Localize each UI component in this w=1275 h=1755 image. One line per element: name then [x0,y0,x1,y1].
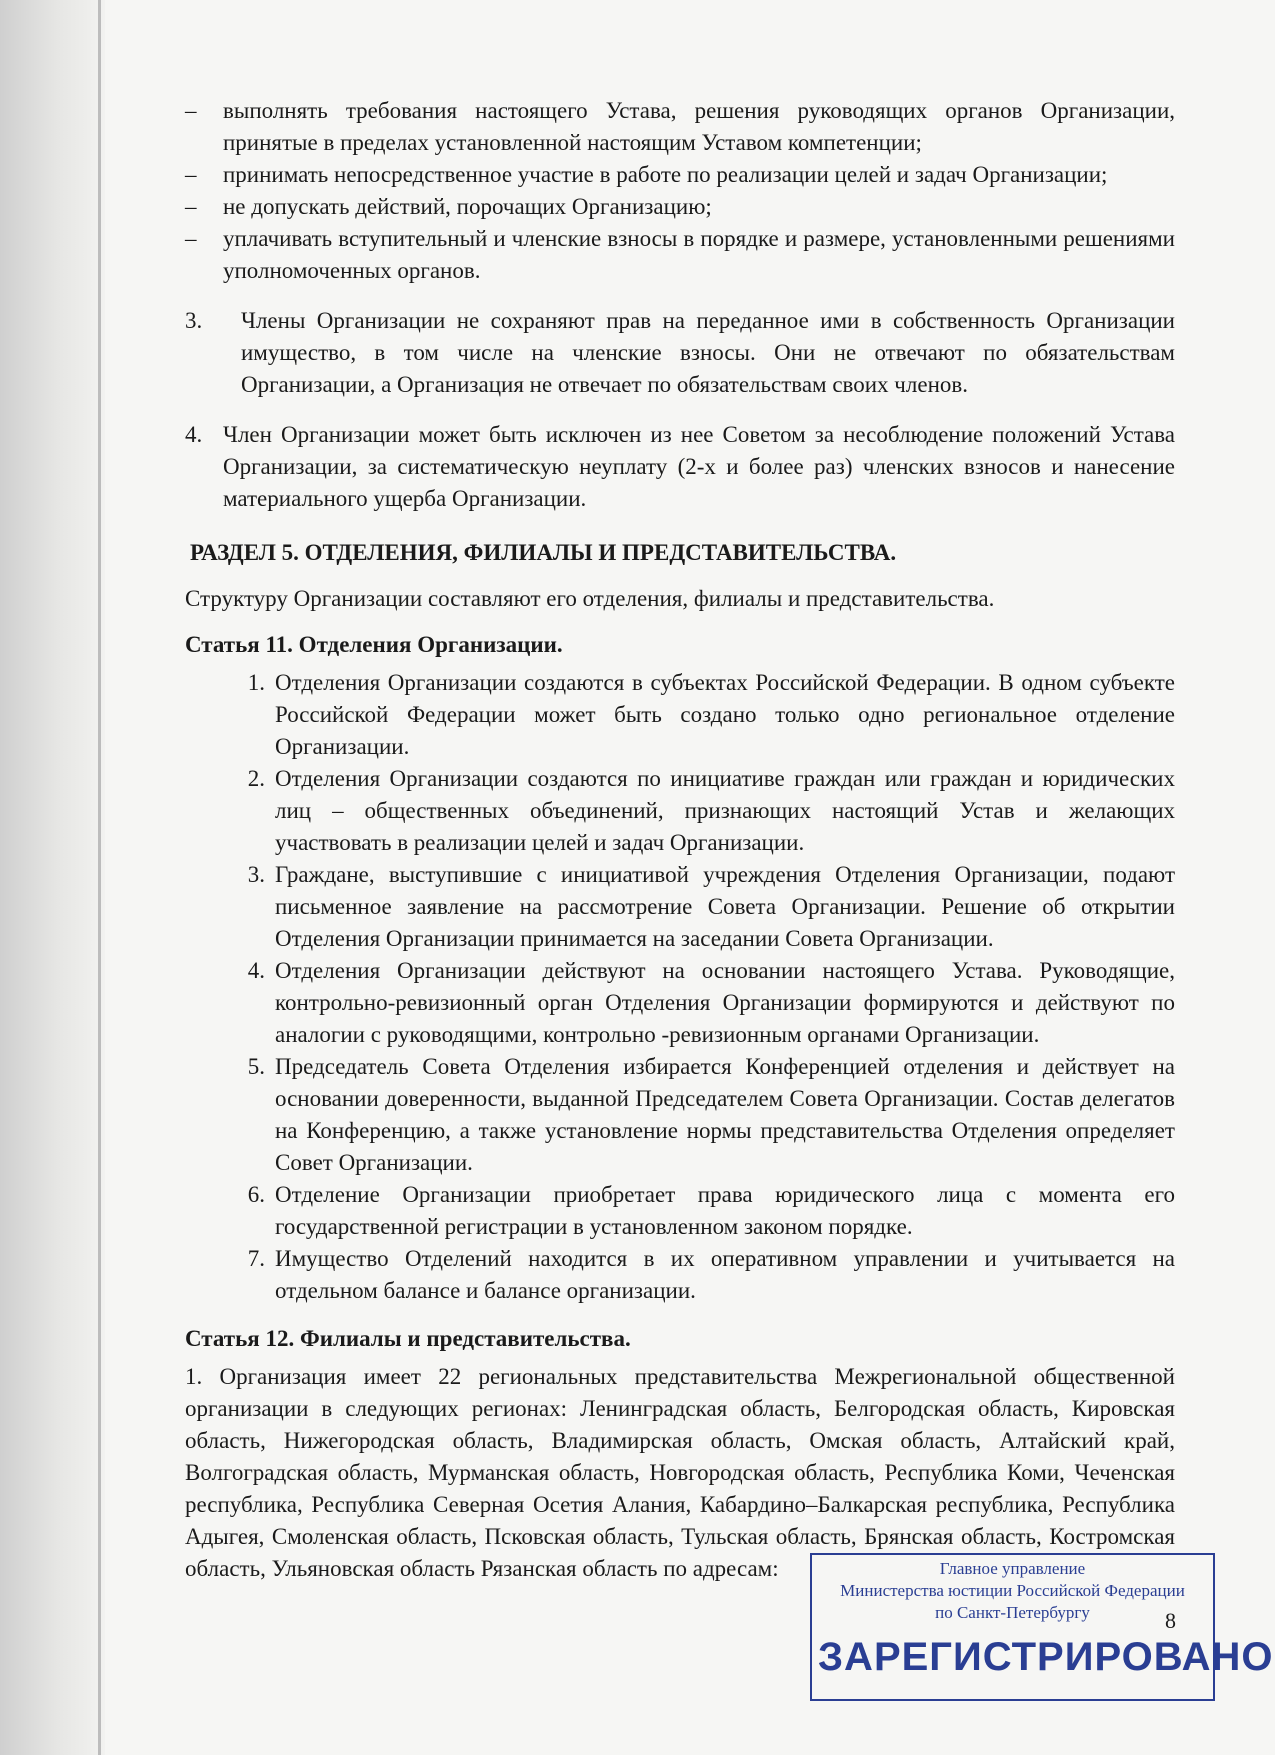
registration-stamp [810,1553,1274,1701]
article-11-list [185,667,1175,1307]
bullet-item: – уплачивать вступительный и членские взносы в порядке и размере, установленными решениями уполномоченных органов. [185,226,1175,283]
numbered-item-4: 4. Член Организации может быть исключен из нее Советом за несоблюдение положений Устава Организации, за систематическую неуплату (2-х и более раз) членских взносов и нанесение материального ущерба Организации. [185,422,1175,511]
stamp-line-2: Министерства юстиции Российской Федерации [840,1581,1185,1600]
list-item: 1. Отделения Организации создаются в субъектах Российской Федерации. В одном субъекте Российской Федерации может быть создано только одно региональное отделение Организации. [247,670,1175,759]
list-item: 4. Отделения Организации действуют на основании настоящего Устава. Руководящие, контрольно-ревизионный орган Отделения Организации формируются и действуют по аналогии с руководящими, контрольно -ревизионным органами Организации. [247,958,1175,1047]
list-item: 6. Отделение Организации приобретает права юридического лица с момента его государственной регистрации в установленном законом порядке. [247,1182,1175,1239]
article-11-title: Статья 11. Отделения Организации. [185,632,563,657]
binding-shadow [0,0,105,1755]
article-12-text: 1. Организация имеет 22 региональных представительства Межрегиональной общественной организации в следующих регионах: Ленинградская область, Белгородская область, Кировская область, Нижегородская область, Владимирская область, Омская область, Алтайский край, Волгоградская область, Мурманская область, Новгородская область, Республика Коми, Чеченская республика, Республика Северная Осетия Алания, Кабардино–Балкарская республика, Республика Адыгея, Смоленская область, Псковская область, Тульская область, Брянская область, Костромская область, Ульяновская область Рязанская область по адресам: [185,1364,1175,1581]
list-item: 3. Граждане, выступившие с инициативой учреждения Отделения Организации, подают письменное заявление на рассмотрение Совета Организации. Решение об открытии Отделения Организации принимается на заседании Совета Организации. [247,862,1175,951]
stamp-line-3: по Санкт-Петербургу [935,1603,1090,1622]
section-intro: Структуру Организации составляют его отделения, филиалы и представительства. [185,586,995,611]
bullet-item: – принимать непосредственное участие в работе по реализации целей и задач Организации; [185,162,1108,187]
bullet-item: – выполнять требования настоящего Устава, решения руководящих органов Организации, принятые в пределах установленной настоящим Уставом компетенции; [185,98,1175,155]
numbered-item-3: 3. Члены Организации не сохраняют прав на переданное ими в собственность Организации имущество, в том числе на членские взносы. Они не отвечают по обязательствам Организации, а Организация не отвечает по обязательствам своих членов. [185,308,1175,397]
article-12-title: Статья 12. Филиалы и представительства. [185,1326,631,1351]
section-title: РАЗДЕЛ 5. ОТДЕЛЕНИЯ, ФИЛИАЛЫ И ПРЕДСТАВИТЕЛЬСТВА. [190,540,897,565]
binding-edge [98,0,101,1755]
stamp-line-1: Главное управление [939,1559,1086,1578]
document-body [185,95,1175,1585]
bullet-item: – не допускать действий, порочащих Организацию; [185,194,712,219]
page-number: 8 [1165,1608,1176,1633]
list-item: 7. Имущество Отделений находится в их оперативном управлении и учитывается на отдельном балансе и балансе организации. [247,1246,1175,1303]
list-item: 5. Председатель Совета Отделения избирается Конференцией отделения и действует на основании доверенности, выданной Председателем Совета Организации. Состав делегатов на Конференцию, а также установление нормы представительства Отделения определяет Совет Организации. [247,1054,1175,1175]
list-item: 2. Отделения Организации создаются по инициативе граждан или граждан и юридических лиц – общественных объединений, признающих настоящий Устав и желающих участвовать в реализации целей и задач Организации. [247,766,1175,855]
stamp-registered: ЗАРЕГИСТРИРОВАНО [818,1635,1274,1679]
